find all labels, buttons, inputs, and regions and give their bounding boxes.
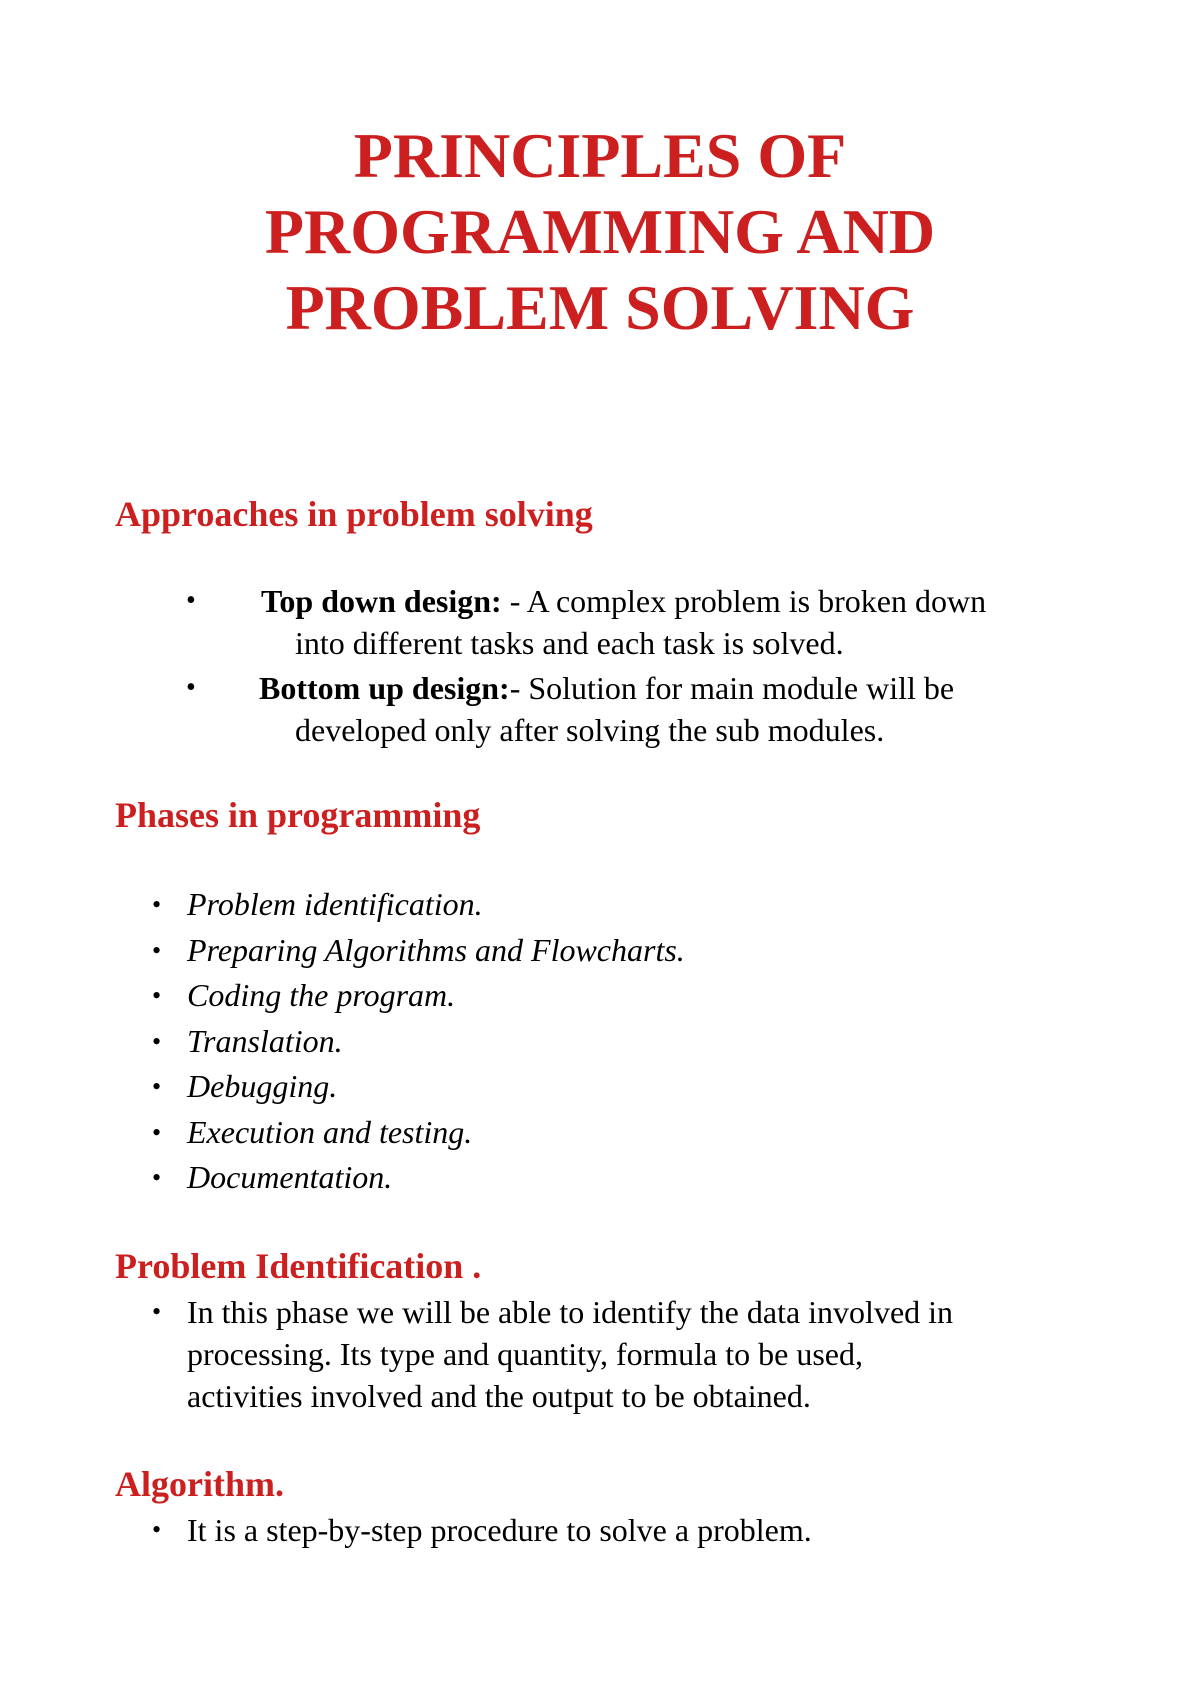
title-line-3: PROBLEM SOLVING [285, 272, 915, 343]
bullet-icon: • [152, 1117, 162, 1147]
list-item: • Execution and testing. [0, 1110, 1200, 1156]
list-item: • Coding the program. [0, 973, 1200, 1019]
phases-list [0, 882, 1200, 1201]
list-item: • Translation. [0, 1019, 1200, 1065]
problem-identification-text: In this phase we will be able to identify the data involved in processing. Its type and quantity, formula to be used, activities involved and the output to be obtained. [187, 1294, 954, 1414]
approaches-heading: Approaches in problem solving [115, 494, 593, 534]
approach-line-1 [259, 667, 954, 709]
approach-term: Top down design: [261, 583, 502, 619]
bullet-icon: • [152, 1515, 162, 1544]
list-item: • Debugging. [0, 1064, 1200, 1110]
bullet-icon: • [152, 890, 162, 919]
title-line-2: PROGRAMMING AND [264, 196, 936, 267]
bullet-icon: • [152, 981, 162, 1010]
algorithm-heading: Algorithm. [115, 1464, 284, 1504]
approach-definition: - Solution for main module will be [509, 670, 955, 706]
list-item: • Problem identification. [0, 882, 1200, 928]
title-line-1: PRINCIPLES OF [353, 120, 847, 191]
list-item: • Preparing Algorithms and Flowcharts. [0, 928, 1200, 974]
approach-line-2: into different tasks and each task is solved. [295, 625, 844, 661]
list-item: • Documentation. [0, 1155, 1200, 1201]
approach-line-2: developed only after solving the sub modules. [295, 712, 885, 748]
approach-line-1 [261, 580, 986, 622]
bullet-icon: • [152, 1297, 162, 1326]
approach-term: Bottom up design: [259, 670, 510, 706]
bullet-icon: • [152, 935, 162, 965]
bullet-icon: • [152, 1026, 162, 1056]
problem-identification-heading: Problem Identification . [115, 1246, 482, 1286]
approach-definition: - A complex problem is broken down [501, 583, 987, 619]
bullet-icon: • [186, 672, 196, 703]
bullet-icon: • [152, 1163, 162, 1192]
bullet-icon: • [152, 1072, 162, 1101]
bullet-icon: • [186, 585, 196, 616]
page-title [0, 118, 1200, 346]
phases-heading: Phases in programming [115, 795, 481, 835]
algorithm-text: It is a step-by-step procedure to solve a problem. [187, 1512, 812, 1548]
